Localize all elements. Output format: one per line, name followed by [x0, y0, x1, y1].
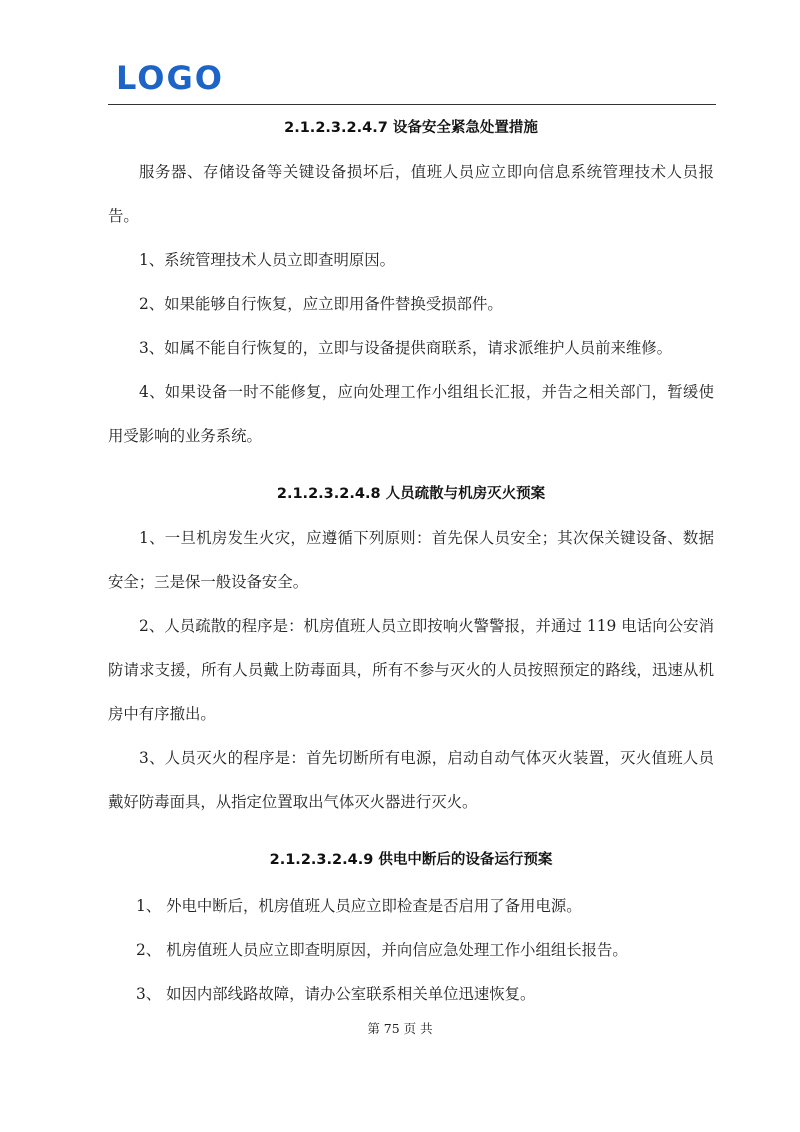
paragraph: 1、一旦机房发生火灾，应遵循下列原则：首先保人员安全；其次保关键设备、数据安全；三是保一般设备安全。 — [108, 529, 714, 591]
paragraph: 1、系统管理技术人员立即查明原因。 — [139, 251, 396, 269]
paragraph: 服务器、存储设备等关键设备损坏后，值班人员应立即向信息系统管理技术人员报告。 — [108, 163, 714, 225]
paragraph: 2、如果能够自行恢复，应立即用备件替换受损部件。 — [139, 295, 503, 313]
page-number: 第 75 页 共 — [367, 1021, 433, 1036]
paragraph: 3、 如因内部线路故障，请办公室联系相关单位迅速恢复。 — [136, 985, 536, 1003]
header-divider — [108, 104, 716, 105]
paragraph: 2、 机房值班人员应立即查明原因，并向信应急处理工作小组组长报告。 — [136, 941, 628, 959]
section-heading: 2.1.2.3.2.4.9 供电中断后的设备运行预案 — [269, 852, 553, 868]
paragraph: 4、如果设备一时不能修复，应向处理工作小组组长汇报，并告之相关部门，暂缓使用受影响的业务系统。 — [108, 383, 714, 445]
paragraph: 3、如属不能自行恢复的，立即与设备提供商联系，请求派维护人员前来维修。 — [139, 339, 673, 357]
section-heading: 2.1.2.3.2.4.7 设备安全紧急处置措施 — [284, 120, 538, 136]
paragraph: 2、人员疏散的程序是：机房值班人员立即按响火警警报，并通过 119 电话向公安消防请求支援，所有人员戴上防毒面具，所有不参与灭火的人员按照预定的路线，迅速从机房中有序撤出。 — [108, 617, 714, 723]
section-heading: 2.1.2.3.2.4.8 人员疏散与机房灭火预案 — [276, 486, 546, 502]
logo: LOGO — [116, 59, 224, 97]
paragraph: 3、人员灭火的程序是：首先切断所有电源，启动自动气体灭火装置，灭火值班人员戴好防毒面具，从指定位置取出气体灭火器进行灭火。 — [108, 749, 714, 811]
paragraph: 1、 外电中断后，机房值班人员应立即检查是否启用了备用电源。 — [136, 897, 582, 915]
